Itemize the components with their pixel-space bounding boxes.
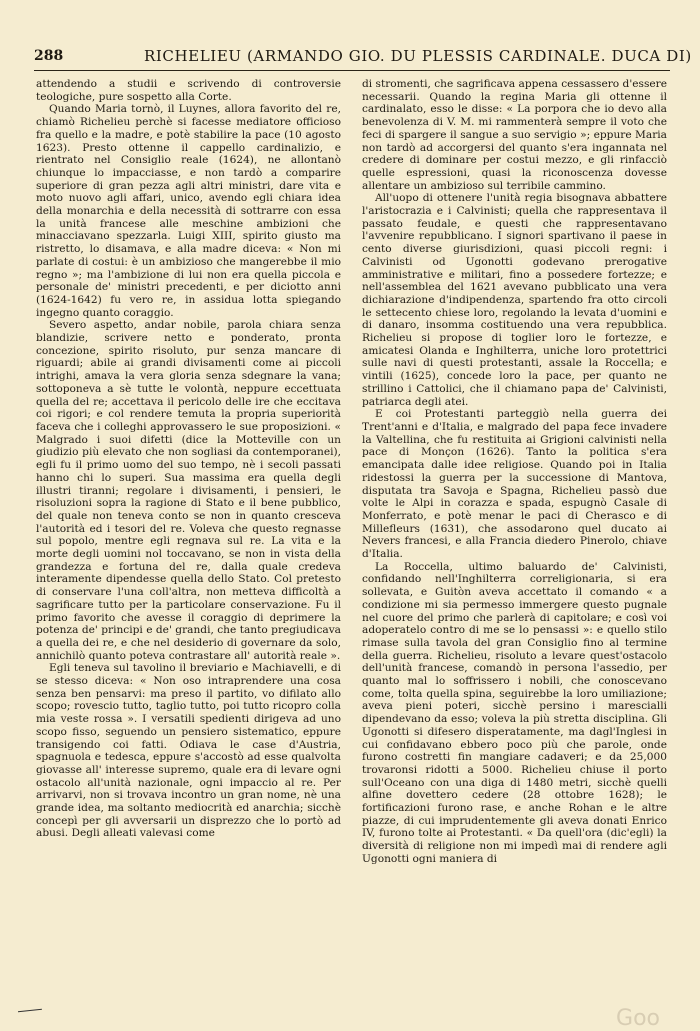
paragraph: Severo aspetto, andar nobile, parola chiara senza blandizie, scrivere netto e ponderato, pronta concezione, spirito risoluto, pur senza mancare di riguardi; abile ai grandi divisamenti come ai piccoli intrighi, amava la vera gloria senza sdegnare la vana; sottoponeva a sè tutte le volontà, neppure eccettuata quella del re; accettava il pericolo delle ire che eccitava coi rigori; e col rendere temuta la propria superiorità faceva che i colleghi approvassero le sue proposizioni. « Malgrado i suoi difetti (dice la Motteville con un giudizio più elevato che non sogliasi da contemporanei), egli fu il primo uomo del suo tempo, nè i secoli passati hanno chi lo superi. Sua massima era quella degli illustri tiranni; regolare i divisamenti, i pensieri, le risoluzioni sopra la ragione di Stato e il bene pubblico, del quale non teneva conto se non in quanto cresceva l'autorità ed i tesori del re. Voleva che questo regnasse sul popolo, mentre egli regnava sul re. La vita e la morte degli uomini nol toccavano, se non in vista della grandezza e fortuna del re, dalla quale credeva interamente dipendesse quella dello Stato. Col pretesto di conservare l'una coll'altra, non metteva difficoltà a sagrificare tutto per la particolare conservazione. Fu il primo favorito che avesse il coraggio di deprimere la potenza de' principi e de' grandi, che tanto pregiudicava a quella dei re, e che nel desiderio di governare da solo, annichilò quanto poteva contrastare all' autorità reale ». xyxy=(36,319,341,662)
paragraph: All'uopo di ottenere l'unità regia bisognava abbattere l'aristocrazia e i Calvinisti; quella che rappresentava il passato feudale, e questi che rappresentavano l'avvenire repubblicano. I signori spartivano il paese in cento diverse giurisdizioni, quasi piccoli regni: i Calvinisti od Ugonotti godevano prerogative amministrative e militari, fino a possedere fortezze; e nell'assemblea del 1621 avevano pubblicato una vera dichiarazione d'indipendenza, spartendo fra otto circoli le settecento chiese loro, regolando la levata d'uomini e di danaro, insomma costituendo una vera repubblica. Richelieu si propose di toglier loro le fortezze, e amicatesi Olanda e Inghilterra, uniche loro protettrici sulle navi di questi protestanti, assale la Roccella; e vintili (1625), concede loro la pace, per quanto ne strillino i Cattolici, che il chiamano papa de' Calvinisti, patriarca degli atei. xyxy=(362,192,667,408)
paragraph: attendendo a studii e scrivendo di controversie teologiche, pure sospetto alla Corte. xyxy=(36,78,341,103)
page-header xyxy=(34,40,692,71)
margin-mark xyxy=(18,1009,42,1013)
paragraph: di stromenti, che sagrificava appena cessassero d'essere necessarii. Quando la regina Maria gli ottenne il cardinalato, esso le disse: « La porpora che io devo alla benevolenza di V. M. mi rammenterà sempre il voto che feci di spargere il sangue a suo servigio »; eppure Maria non tardò ad accorgersi del quanto s'era ingannata nel credere di dominare per costui mezzo, e gli rinfacciò quelle espressioni, quasi la riconoscenza dovesse allentare un ambizioso sul terribile cammino. xyxy=(362,78,667,192)
watermark: Goo xyxy=(616,1006,660,1031)
paragraph: La Roccella, ultimo baluardo de' Calvinisti, confidando nell'Inghilterra correligionaria, si era sollevata, e Guitòn aveva accettato il comando « a condizione mi sia permesso immergere questo pugnale nel cuore del primo che parlerà di capitolare; e così voi adoperatelo contro di me se lo pensassi »: e quello stilo rimase sulla tavola del gran Consiglio fino al termine della guerra. Richelieu, risoluto a levare quest'ostacolo dell'unità francese, comandò in persona l'assedio, per quanto mal lo soffrissero i nobili, che conoscevano come, tolta quella spina, seguirebbe la loro umiliazione; aveva pieni poteri, sicchè persino i marescialli dipendevano da esso; voleva la più stretta disciplina. Gli Ugonotti si difesero disperatamente, ma dagl'Inglesi in cui confidavano ebbero poco più che parole, onde furono costretti fin mangiare cadaveri; e da 25,000 trovaronsi ridotti a 5000. Richelieu chiuse il porto sull'Oceano con una diga di 1480 metri, sicchè quelli alfine dovettero cedere (28 ottobre 1628); le fortificazioni furono rase, e anche Rohan e le altre piazze, di cui imprudentemente gli aveva donati Enrico IV, furono tolte ai Protestanti. « Da quell'ora (dic'egli) la diversità di religione non mi impedì mai di rendere agli Ugonotti ogni maniera di xyxy=(362,560,667,865)
left-column xyxy=(36,78,341,840)
paragraph: Quando Maria tornò, il Luynes, allora favorito del re, chiamò Richelieu perchè si facesse mediatore officioso fra quello e la madre, e potè stabilire la pace (10 agosto 1623). Presto ottenne il cappello cardinalizio, e rientrato nel Consiglio reale (1624), ne allontanò chiunque lo impacciasse, e non tardò a comparire superiore di gran pezza agli altri ministri, dare vita e moto nuovo agli affari, unico, avendo egli chiara idea della monarchia e della necessità di sottrarre con essa la unità francese alle meschine ambizioni che minacciavano spezzarla. Luigi XIII, spirito giusto ma ristretto, lo disamava, e alla madre diceva: « Non mi parlate di costui: è un ambizioso che mangerebbe il mio regno »; ma l'ambizione di lui non era quella piccola e personale de' ministri precedenti, e per diciotto anni (1624-1642) fu vero re, in assidua lotta spiegando ingegno quanto coraggio. xyxy=(36,103,341,319)
right-column xyxy=(362,78,667,866)
page-number: 288 xyxy=(34,48,64,64)
paragraph: E coi Protestanti parteggiò nella guerra dei Trent'anni e d'Italia, e malgrado del papa fece invadere la Valtellina, che fu restituita ai Grigioni calvinisti nella pace di Monçon (1626). Tanto la politica s'era emancipata dalle idee religiose. Quando poi in Italia ridestossi la guerra per la successione di Mantova, disputata tra Savoja e Spagna, Richelieu passò due volte le Alpi in corazza e spada, espugnò Casale di Monferrato, e potè menar le paci di Cherasco e di Millefleurs (1631), che assodarono quel ducato ai Nevers francesi, e alla Francia diedero Pinerolo, chiave d'Italia. xyxy=(362,408,667,561)
running-title: RICHELIEU (ARMANDO GIO. DU PLESSIS CARDINALE. DUCA DI) xyxy=(144,47,692,65)
paragraph: Egli teneva sul tavolino il breviario e Machiavelli, e di se stesso diceva: « Non oso intraprendere una cosa senza ben pensarvi: ma preso il partito, vo difilato allo scopo; rovescio tutto, taglio tutto, poi tutto ricopro colla mia veste rossa ». I versatili spedienti dirigeva ad uno scopo fisso, seguendo un pensiero sistematico, eppure transigendo coi fatti. Odiava le case d'Austria, spagnuola e tedesca, eppure s'accostò ad esse qualvolta giovasse all' interesse supremo, quale era di levare ogni ostacolo all'unità nazionale, ogni impaccio al re. Per arrivarvi, non si trovava incontro un gran nome, nè una grande idea, ma soltanto mediocrità ed anarchia; sicchè concepì per gli avversarii un disprezzo che lo portò ad abusi. Degli alleati valevasi come xyxy=(36,662,341,840)
